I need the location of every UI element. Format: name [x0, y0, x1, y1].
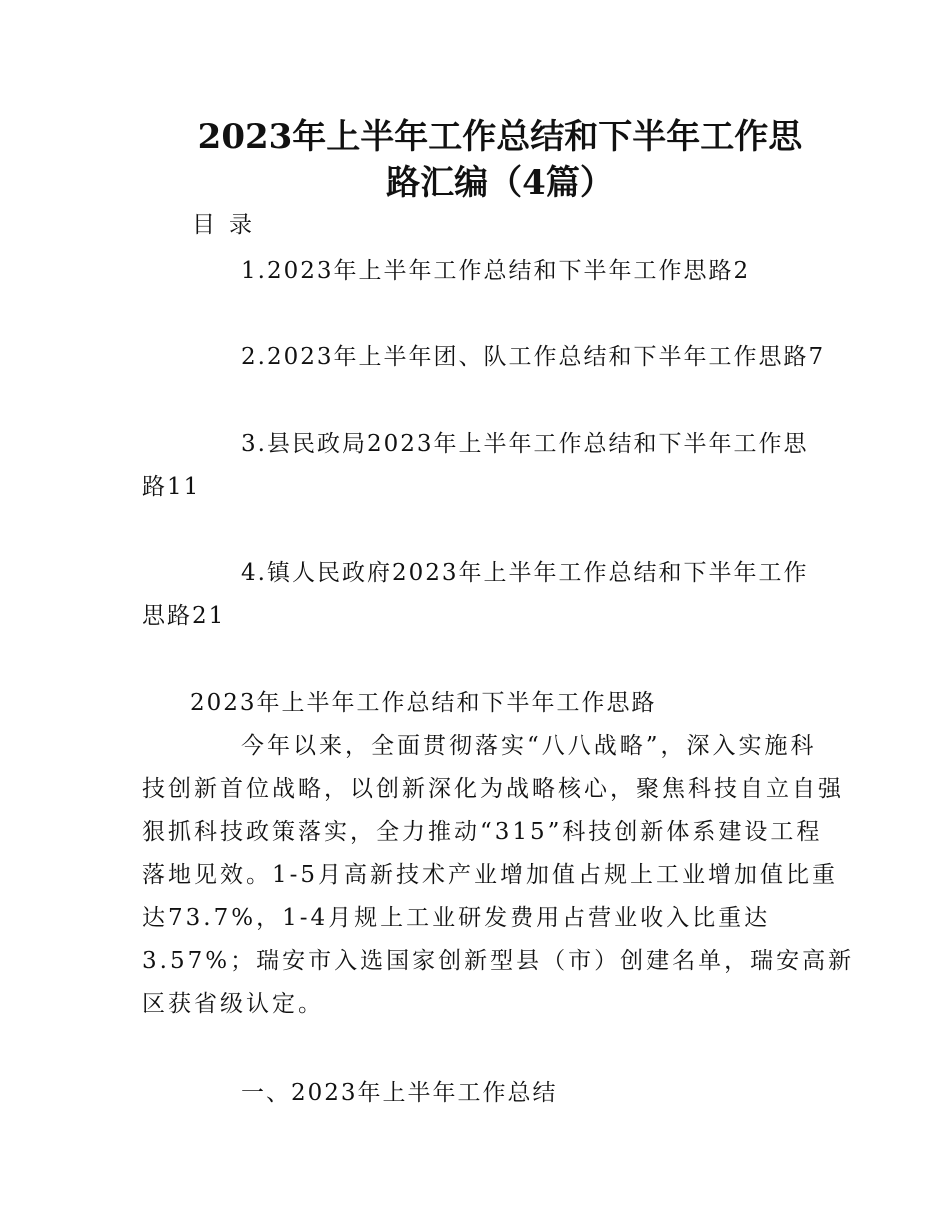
toc-item-4-line-1: 4.镇人民政府2023年上半年工作总结和下半年工作	[241, 560, 809, 586]
toc-item-2: 2.2023年上半年团、队工作总结和下半年工作思路7	[241, 344, 826, 370]
document-title-line-2: 路汇编（4篇）	[386, 163, 614, 203]
paragraph-line: 落地见效。1-5月高新技术产业增加值占规上工业增加值比重	[142, 862, 839, 888]
document-title-line-1: 2023年上半年工作总结和下半年工作思	[197, 117, 803, 157]
paragraph-line: 狠抓科技政策落实，全力推动“315”科技创新体系建设工程	[142, 819, 823, 845]
paragraph-line: 今年以来，全面贯彻落实“八八战略”，深入实施科	[241, 733, 817, 759]
paragraph-line: 3.57%；瑞安市入选国家创新型县（市）创建名单，瑞安高新	[142, 948, 855, 974]
toc-item-3-line-2: 路11	[142, 474, 201, 500]
section-heading-1: 一、2023年上半年工作总结	[241, 1080, 558, 1106]
toc-label: 目录	[192, 212, 266, 238]
toc-item-3-line-1: 3.县民政局2023年上半年工作总结和下半年工作思	[241, 431, 809, 457]
toc-item-4-line-2: 思路21	[142, 603, 226, 629]
paragraph-line: 区获省级认定。	[142, 991, 324, 1017]
section-title: 2023年上半年工作总结和下半年工作思路	[190, 690, 657, 716]
toc-item-1: 1.2023年上半年工作总结和下半年工作思路2	[241, 258, 751, 284]
paragraph-line: 达73.7%，1-4月规上工业研发费用占营业收入比重达	[142, 905, 771, 931]
paragraph-line: 技创新首位战略，以创新深化为战略核心，聚焦科技自立自强	[142, 776, 844, 802]
